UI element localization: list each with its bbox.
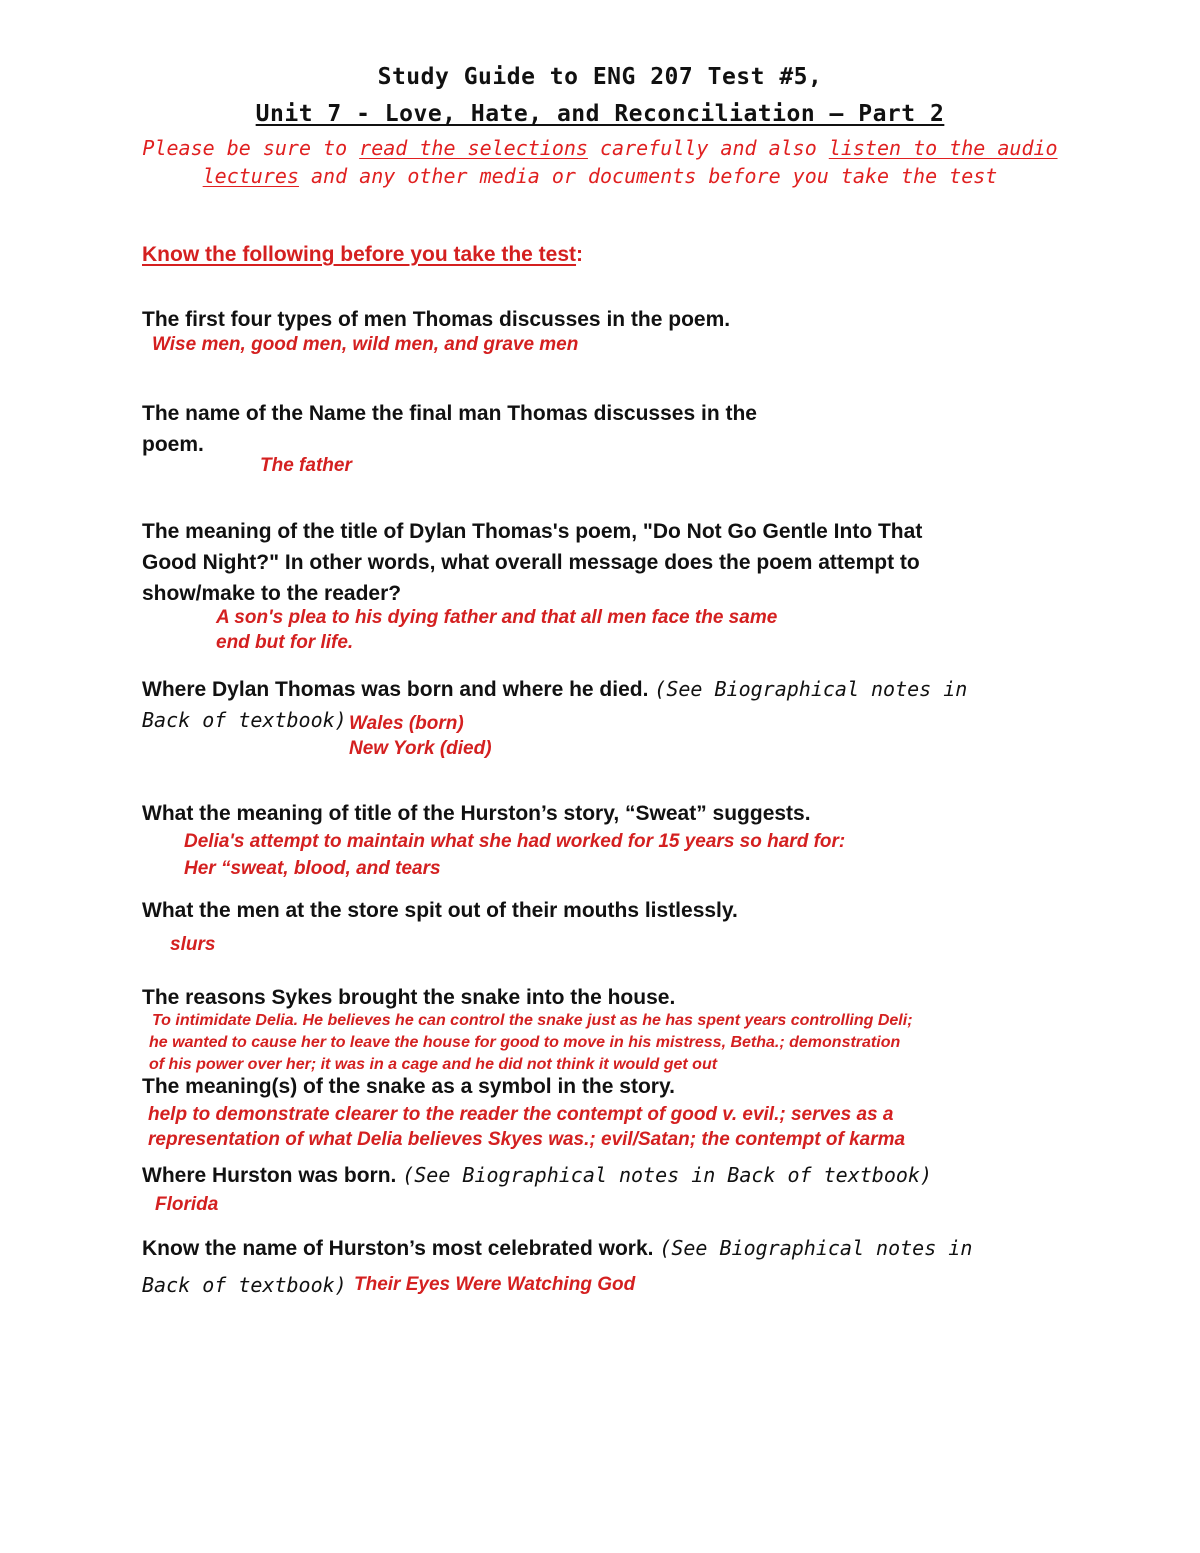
answer-10: Their Eyes Were Watching God xyxy=(354,1274,636,1295)
answer-5-line-2: Her “sweat, blood, and tears xyxy=(184,858,441,879)
intro-line-1: Please be sure to read the selections carefully and also listen to the audio xyxy=(142,136,1058,160)
question-4-note: (See Biographical notes in xyxy=(654,677,968,701)
question-1: The first four types of men Thomas discusses in the poem. xyxy=(142,308,731,331)
question-10-note: (See Biographical notes in xyxy=(659,1236,973,1260)
question-2-line-2: poem. xyxy=(142,433,204,456)
question-3-line-2: Good Night?" In other words, what overall message does the poem attempt to xyxy=(142,551,920,574)
answer-4-line-1: Wales (born) xyxy=(349,713,464,734)
question-4: Where Dylan Thomas was born and where he died. (See Biographical notes in xyxy=(142,677,968,701)
question-7: The reasons Sykes brought the snake into the house. xyxy=(142,986,676,1009)
unit-title: Unit 7 - Love, Hate, and Reconciliation – Part 2 xyxy=(255,101,945,127)
answer-5-line-1: Delia's attempt to maintain what she had worked for 15 years so hard for: xyxy=(184,831,846,852)
question-9-note: (See Biographical notes in Back of textbook) xyxy=(402,1163,933,1187)
question-5: What the meaning of title of the Hurston’s story, “Sweat” suggests. xyxy=(142,802,811,825)
document-title: Study Guide to ENG 207 Test #5, xyxy=(377,64,823,90)
answer-7-line-1: To intimidate Delia. He believes he can control the snake just as he has spent years controlling Deli; xyxy=(152,1012,913,1029)
answer-7-line-3: of his power over her; it was in a cage and he did not think it would get out xyxy=(149,1056,718,1073)
answer-9: Florida xyxy=(155,1194,219,1215)
answer-3-line-2: end but for life. xyxy=(216,632,354,653)
question-10-note-line-2: Back of textbook) xyxy=(142,1273,347,1297)
question-3-line-1: The meaning of the title of Dylan Thomas's poem, "Do Not Go Gentle Into That xyxy=(142,520,923,543)
answer-2: The father xyxy=(260,455,352,476)
answer-8-line-1: help to demonstrate clearer to the reader the contempt of good v. evil.; serves as a xyxy=(148,1104,894,1125)
question-10: Know the name of Hurston’s most celebrated work. (See Biographical notes in xyxy=(142,1236,973,1260)
question-6: What the men at the store spit out of their mouths listlessly. xyxy=(142,899,738,922)
question-3-line-3: show/make to the reader? xyxy=(142,582,402,605)
answer-7-line-2: he wanted to cause her to leave the house for good to move in his mistress, Betha.; demonstration xyxy=(149,1034,901,1051)
answer-1: Wise men, good men, wild men, and grave men xyxy=(152,334,579,355)
question-8: The meaning(s) of the snake as a symbol in the story. xyxy=(142,1075,675,1098)
question-9: Where Hurston was born. (See Biographical notes in Back of textbook) xyxy=(142,1163,933,1187)
section-heading: Know the following before you take the test: xyxy=(142,243,584,266)
answer-4-line-2: New York (died) xyxy=(349,738,492,759)
question-4-note-line-2: Back of textbook) xyxy=(142,708,347,732)
answer-6: slurs xyxy=(170,934,216,955)
question-2-line-1: The name of the Name the final man Thomas discusses in the xyxy=(142,402,757,425)
answer-8-line-2: representation of what Delia believes Skyes was.; evil/Satan; the contempt of karma xyxy=(148,1129,906,1150)
answer-3-line-1: A son's plea to his dying father and that all men face the same xyxy=(216,607,778,628)
intro-line-2: lectures and any other media or documents before you take the test xyxy=(202,164,998,188)
document-subtitle xyxy=(0,101,1200,127)
